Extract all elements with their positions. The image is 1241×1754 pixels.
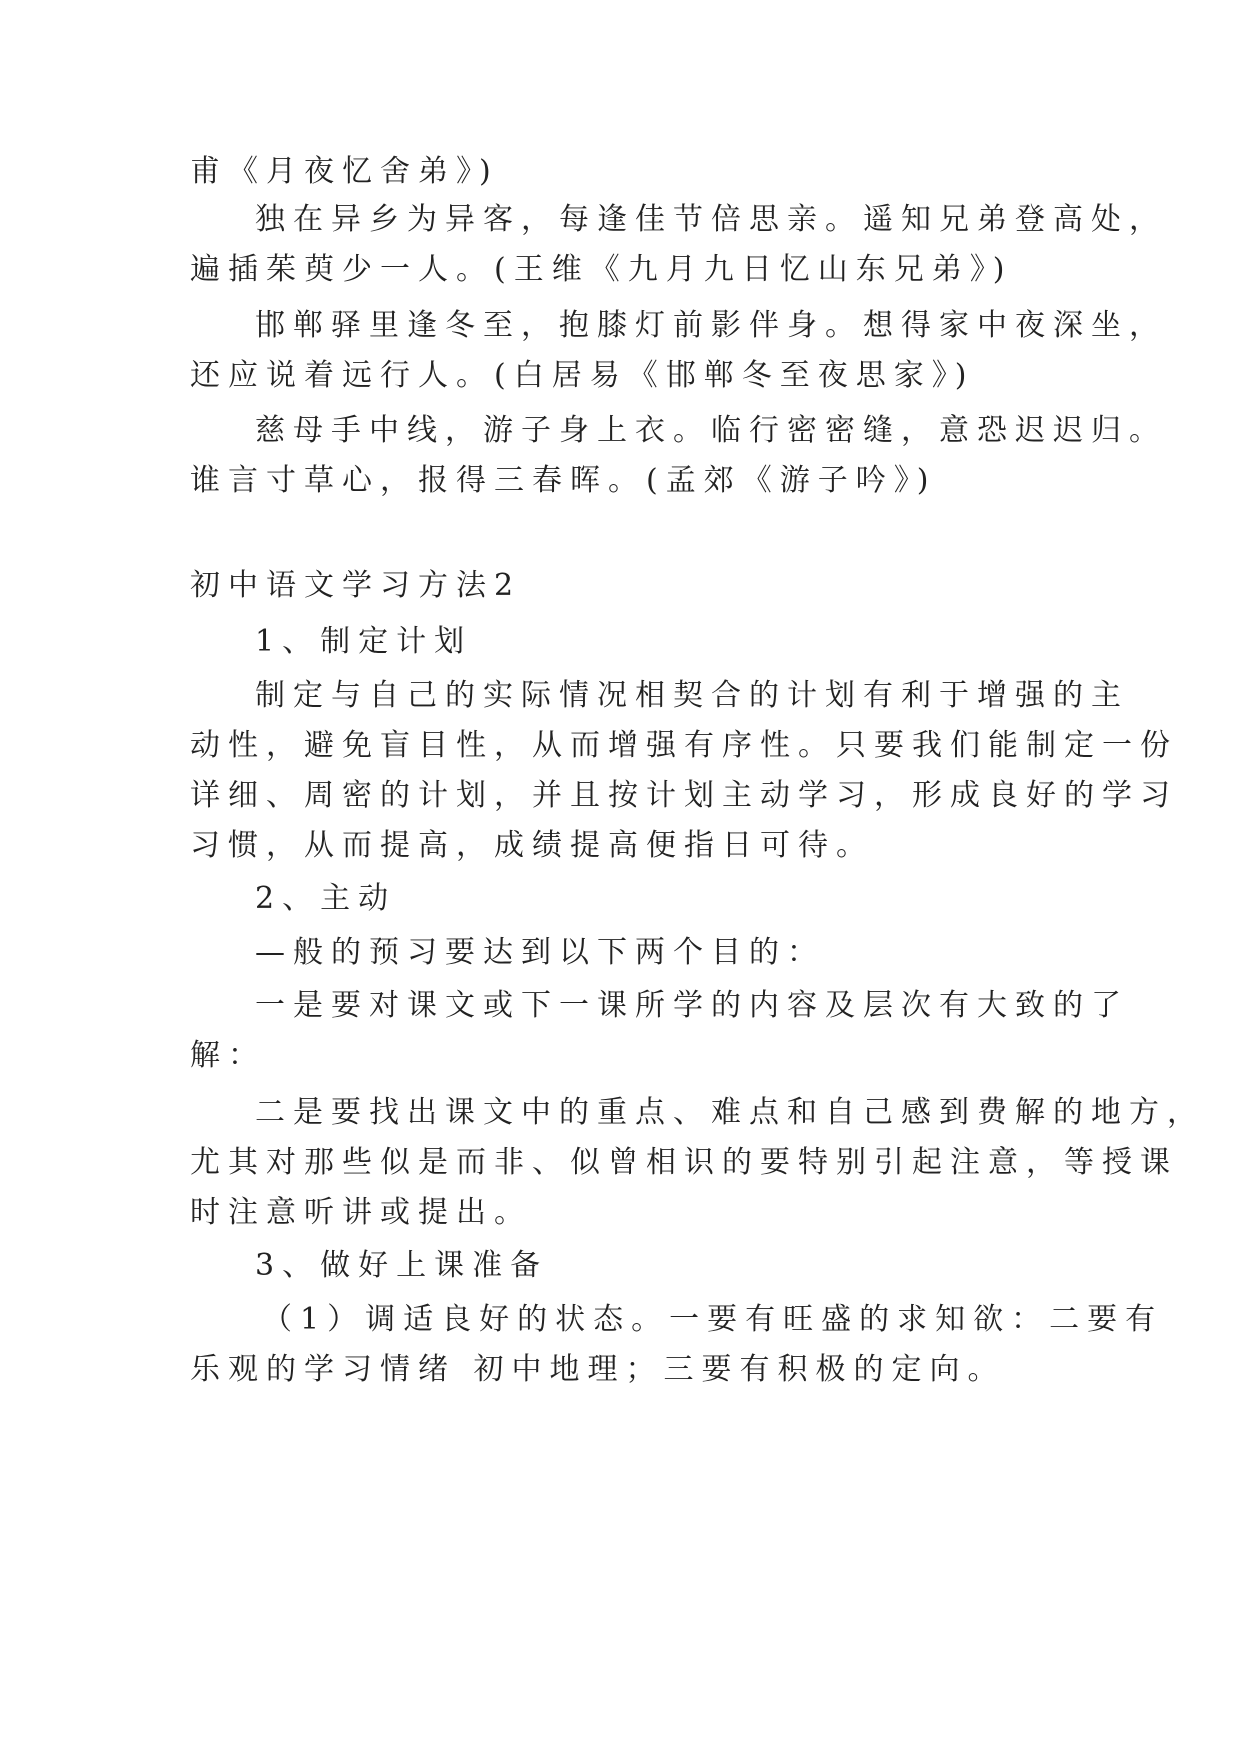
section-heading: 初中语文学习方法2 — [190, 568, 522, 603]
subheading: 1、制定计划 — [255, 624, 473, 659]
poem-line: 邯郸驿里逢冬至，抱膝灯前影伴身。想得家中夜深坐， — [255, 308, 1167, 343]
paragraph-line: 时注意听讲或提出。 — [190, 1195, 532, 1230]
paragraph-line: 尤其对那些似是而非、似曾相识的要特别引起注意，等授课 — [190, 1145, 1178, 1180]
paragraph-line: 制定与自己的实际情况相契合的计划有利于增强的主 — [255, 678, 1129, 713]
paragraph-line: 一是要对课文或下一课所学的内容及层次有大致的了 — [255, 988, 1129, 1023]
paragraph-line: 解： — [190, 1038, 266, 1073]
paragraph-line: 详细、周密的计划，并且按计划主动学习，形成良好的学习 — [190, 778, 1178, 813]
poem-citation-line: 甫《月夜忆舍弟》) — [190, 154, 499, 189]
poem-line: 慈母手中线，游子身上衣。临行密密缝，意恐迟迟归。 — [255, 413, 1167, 448]
poem-line: 遍插茱萸少一人。(王维《九月九日忆山东兄弟》) — [190, 252, 1013, 287]
poem-line: 还应说着远行人。(白居易《邯郸冬至夜思家》) — [190, 358, 975, 393]
paragraph-line: —般的预习要达到以下两个目的： — [255, 935, 825, 970]
subheading: 3、做好上课准备 — [255, 1248, 549, 1283]
subheading: 2、主动 — [255, 881, 397, 916]
poem-line: 谁言寸草心，报得三春晖。(孟郊《游子吟》) — [190, 463, 937, 498]
paragraph-line: 动性，避免盲目性，从而增强有序性。只要我们能制定一份 — [190, 728, 1178, 763]
paragraph-line: 习惯，从而提高，成绩提高便指日可待。 — [190, 828, 874, 863]
paragraph-line: 乐观的学习情绪 初中地理；三要有积极的定向。 — [190, 1352, 1006, 1387]
paragraph-line: （1）调适良好的状态。一要有旺盛的求知欲：二要有 — [262, 1302, 1164, 1337]
paragraph-line: 二是要找出课文中的重点、难点和自己感到费解的地方， — [255, 1095, 1205, 1130]
poem-line: 独在异乡为异客，每逢佳节倍思亲。遥知兄弟登高处， — [255, 202, 1167, 237]
